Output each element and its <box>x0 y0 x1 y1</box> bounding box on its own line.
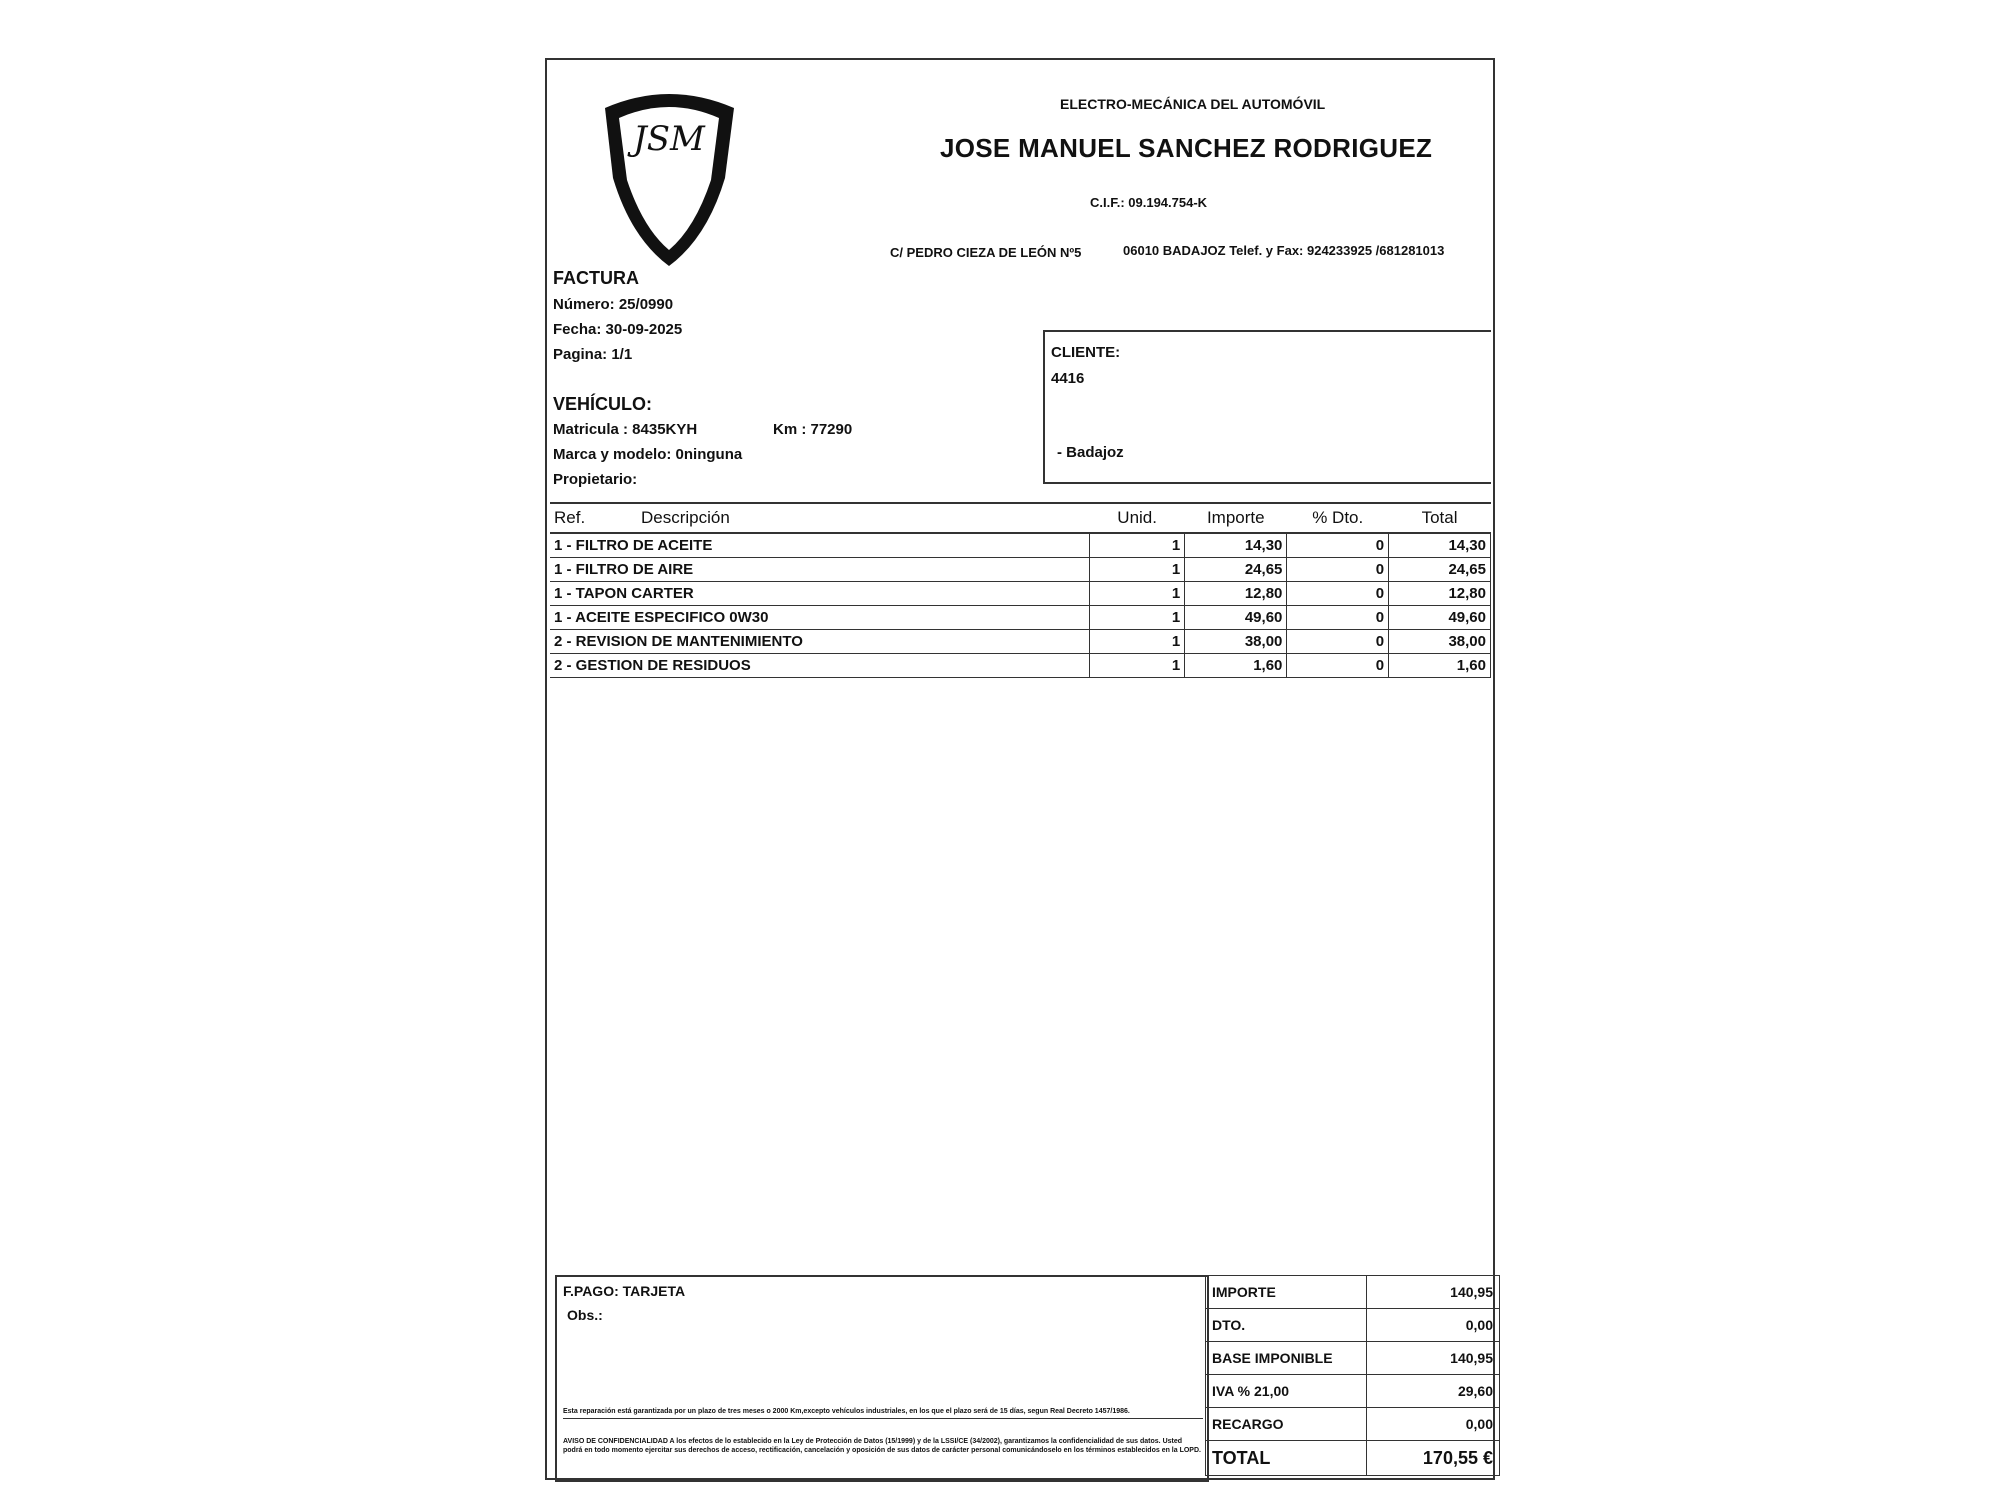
totals-label: IMPORTE <box>1206 1276 1367 1309</box>
item-description: 1 - FILTRO DE ACEITE <box>550 533 1090 558</box>
totals-row <box>1206 1441 1500 1476</box>
item-price: 24,65 <box>1185 558 1287 582</box>
table-row <box>550 630 1491 654</box>
totals-value: 0,00 <box>1367 1408 1500 1441</box>
item-discount: 0 <box>1287 654 1389 678</box>
totals-value: 140,95 <box>1367 1342 1500 1375</box>
col-dto: % Dto. <box>1287 503 1389 533</box>
item-total: 1,60 <box>1389 654 1491 678</box>
totals-value: 0,00 <box>1367 1309 1500 1342</box>
totals-label: BASE IMPONIBLE <box>1206 1342 1367 1375</box>
jsm-logo <box>597 88 742 268</box>
invoice-frame <box>545 58 1495 1480</box>
invoice-sheet <box>545 58 1495 1498</box>
item-discount: 0 <box>1287 582 1389 606</box>
item-units: 1 <box>1090 630 1185 654</box>
item-units: 1 <box>1090 533 1185 558</box>
item-price: 12,80 <box>1185 582 1287 606</box>
item-description: 2 - REVISION DE MANTENIMIENTO <box>550 630 1090 654</box>
item-description: 1 - ACEITE ESPECIFICO 0W30 <box>550 606 1090 630</box>
col-total: Total <box>1389 503 1491 533</box>
observations-label: Obs.: <box>567 1307 603 1323</box>
company-address: C/ PEDRO CIEZA DE LEÓN Nº5 <box>890 245 1082 260</box>
invoice-number: Número: 25/0990 <box>553 296 674 313</box>
col-description: Descripción <box>637 503 1090 533</box>
item-price: 38,00 <box>1185 630 1287 654</box>
item-discount: 0 <box>1287 606 1389 630</box>
col-importe: Importe <box>1185 503 1287 533</box>
item-description: 1 - TAPON CARTER <box>550 582 1090 606</box>
payment-method: F.PAGO: TARJETA <box>563 1283 686 1299</box>
invoice-title: FACTURA <box>553 268 639 288</box>
totals-label: TOTAL <box>1206 1441 1367 1476</box>
item-price: 49,60 <box>1185 606 1287 630</box>
company-name: JOSE MANUEL SANCHEZ RODRIGUEZ <box>940 133 1433 163</box>
guarantee-text: Esta reparación está garantizada por un plazo de tres meses o 2000 Km,excepto vehículos industriales, en los que el plazo será de 15 días, segun Real Decreto 1457/1986. <box>563 1407 1203 1419</box>
item-price: 14,30 <box>1185 533 1287 558</box>
item-units: 1 <box>1090 582 1185 606</box>
totals-row <box>1206 1375 1500 1408</box>
invoice-date: Fecha: 30-09-2025 <box>553 321 683 338</box>
items-header-row <box>550 503 1491 533</box>
company-city-phone: 06010 BADAJOZ Telef. y Fax: 924233925 /681281013 <box>1123 243 1445 258</box>
client-title: CLIENTE: <box>1051 344 1121 361</box>
privacy-text: AVISO DE CONFIDENCIALIDAD A los efectos de lo establecido en la Ley de Protección de Datos (15/1999) y de la LSSI/CE (34/2002), garantizamos la confidencialidad de sus datos. Usted podrá en todo momento ejercitar sus derechos de acceso, rectificación, cancelación y oposición de sus datos de carácter personal comunicándoselo en los términos establecidos en la LOPD. <box>563 1438 1201 1454</box>
svg-text:JSM: JSM <box>633 119 705 159</box>
item-total: 12,80 <box>1389 582 1491 606</box>
table-row <box>550 606 1491 630</box>
item-units: 1 <box>1090 654 1185 678</box>
invoice-page: Pagina: 1/1 <box>553 346 633 363</box>
company-activity: ELECTRO-MECÁNICA DEL AUTOMÓVIL <box>1060 96 1326 112</box>
totals-label: DTO. <box>1206 1309 1367 1342</box>
vehicle-model: Marca y modelo: 0ninguna <box>553 446 743 463</box>
client-city: - Badajoz <box>1057 444 1124 461</box>
company-cif: C.I.F.: 09.194.754-K <box>1090 195 1208 210</box>
item-description: 1 - FILTRO DE AIRE <box>550 558 1090 582</box>
totals-row <box>1206 1276 1500 1309</box>
table-row <box>550 654 1491 678</box>
item-price: 1,60 <box>1185 654 1287 678</box>
item-total: 24,65 <box>1389 558 1491 582</box>
totals-table <box>1205 1275 1500 1476</box>
item-discount: 0 <box>1287 533 1389 558</box>
item-total: 49,60 <box>1389 606 1491 630</box>
col-unid: Unid. <box>1090 503 1185 533</box>
table-row <box>550 582 1491 606</box>
item-units: 1 <box>1090 606 1185 630</box>
item-discount: 0 <box>1287 558 1389 582</box>
client-code: 4416 <box>1051 370 1085 387</box>
item-description: 2 - GESTION DE RESIDUOS <box>550 654 1090 678</box>
totals-value: 170,55 € <box>1367 1441 1500 1476</box>
vehicle-title: VEHÍCULO: <box>553 394 652 414</box>
totals-row <box>1206 1408 1500 1441</box>
payment-box <box>555 1275 1209 1482</box>
item-total: 14,30 <box>1389 533 1491 558</box>
table-row <box>550 533 1491 558</box>
items-table <box>550 502 1491 678</box>
table-row <box>550 558 1491 582</box>
totals-row <box>1206 1309 1500 1342</box>
vehicle-km: Km : 77290 <box>773 421 853 438</box>
vehicle-owner: Propietario: <box>553 471 638 488</box>
totals-value: 140,95 <box>1367 1276 1500 1309</box>
item-total: 38,00 <box>1389 630 1491 654</box>
totals-label: IVA % 21,00 <box>1206 1375 1367 1408</box>
col-ref: Ref. <box>550 503 637 533</box>
totals-value: 29,60 <box>1367 1375 1500 1408</box>
vehicle-plate: Matricula : 8435KYH <box>553 421 698 438</box>
item-discount: 0 <box>1287 630 1389 654</box>
totals-label: RECARGO <box>1206 1408 1367 1441</box>
item-units: 1 <box>1090 558 1185 582</box>
totals-row <box>1206 1342 1500 1375</box>
